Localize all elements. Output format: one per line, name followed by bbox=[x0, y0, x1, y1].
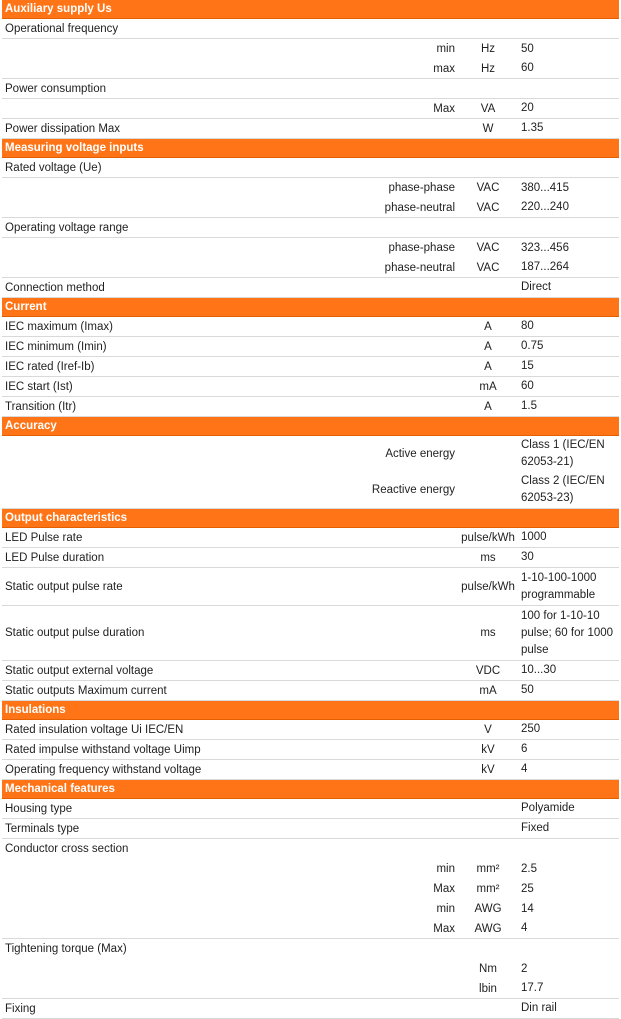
spec-value: 50 bbox=[521, 684, 534, 696]
spec-row bbox=[2, 548, 619, 568]
spec-row bbox=[2, 720, 619, 740]
spec-row bbox=[2, 178, 619, 198]
spec-unit: kV bbox=[481, 763, 495, 776]
spec-row bbox=[2, 661, 619, 681]
spec-label: Operating voltage range bbox=[5, 221, 129, 234]
spec-value: 220...240 bbox=[521, 201, 569, 213]
spec-value: Din rail bbox=[521, 1002, 557, 1014]
spec-value: 60 bbox=[521, 62, 534, 74]
spec-value: Class 2 (IEC/EN 62053-23) bbox=[521, 475, 605, 504]
spec-qualifier: phase-phase bbox=[388, 242, 455, 254]
spec-label: Terminals type bbox=[5, 822, 80, 835]
spec-row bbox=[2, 939, 619, 959]
spec-unit: AWG bbox=[474, 903, 502, 915]
spec-qualifier: phase-neutral bbox=[384, 261, 455, 274]
spec-unit: lbin bbox=[479, 982, 497, 995]
section-header: Measuring voltage inputs bbox=[2, 139, 619, 158]
spec-unit: mm² bbox=[476, 863, 500, 875]
spec-unit: ms bbox=[480, 627, 496, 639]
section-header: Output characteristics bbox=[2, 509, 619, 528]
spec-value: Fixed bbox=[521, 822, 550, 834]
spec-value: 1.5 bbox=[521, 400, 537, 412]
spec-unit: Hz bbox=[480, 62, 496, 75]
spec-row bbox=[2, 919, 619, 939]
spec-label: Static output pulse rate bbox=[5, 580, 123, 593]
spec-value: Class 1 (IEC/EN 62053-21) bbox=[521, 439, 605, 468]
spec-row bbox=[2, 377, 619, 397]
spec-label: Rated voltage (Ue) bbox=[5, 161, 102, 174]
spec-value: 1000 bbox=[521, 531, 547, 543]
spec-row bbox=[2, 999, 619, 1019]
spec-label: IEC maximum (Imax) bbox=[5, 320, 113, 333]
spec-value: Polyamide bbox=[521, 802, 575, 814]
spec-label: Static outputs Maximum current bbox=[5, 684, 167, 697]
spec-label: Operational frequency bbox=[5, 22, 119, 35]
spec-section bbox=[2, 780, 619, 1019]
spec-label: IEC rated (Iref-Ib) bbox=[5, 360, 95, 373]
spec-unit: Hz bbox=[480, 43, 496, 55]
spec-value: 14 bbox=[521, 902, 534, 915]
spec-row bbox=[2, 568, 619, 606]
spec-label: LED Pulse duration bbox=[5, 551, 105, 564]
spec-row bbox=[2, 158, 619, 178]
spec-value: 6 bbox=[521, 743, 528, 755]
spec-row bbox=[2, 79, 619, 99]
spec-row bbox=[2, 760, 619, 780]
spec-label: Conductor cross section bbox=[5, 843, 129, 855]
spec-value: Direct bbox=[521, 281, 552, 293]
spec-row bbox=[2, 436, 619, 472]
spec-value: 187...264 bbox=[521, 261, 569, 273]
spec-unit: AWG bbox=[474, 922, 502, 935]
spec-unit: VA bbox=[480, 102, 496, 115]
spec-label: Transition (Itr) bbox=[5, 400, 77, 413]
spec-value: 1-10-100-1000 programmable bbox=[521, 571, 597, 601]
spec-row bbox=[2, 59, 619, 79]
spec-row bbox=[2, 39, 619, 59]
spec-unit: pulse/kWh bbox=[461, 531, 515, 544]
spec-label: Tightening torque (Max) bbox=[5, 943, 127, 955]
spec-value: 2.5 bbox=[521, 862, 537, 875]
spec-label: Static output external voltage bbox=[5, 664, 154, 677]
spec-value: 323...456 bbox=[521, 241, 569, 254]
spec-value: 2 bbox=[521, 962, 528, 975]
spec-section bbox=[2, 0, 619, 139]
spec-unit: A bbox=[484, 400, 492, 413]
spec-section bbox=[2, 417, 619, 509]
spec-row bbox=[2, 337, 619, 357]
spec-row bbox=[2, 198, 619, 218]
spec-value: 100 for 1-10-10 pulse; 60 for 1000 pulse bbox=[521, 609, 614, 656]
spec-label: Static output pulse duration bbox=[5, 627, 145, 639]
spec-row bbox=[2, 979, 619, 999]
section-header: Auxiliary supply Us bbox=[2, 0, 619, 19]
spec-unit: A bbox=[484, 360, 492, 373]
spec-row bbox=[2, 218, 619, 238]
spec-qualifier: max bbox=[433, 62, 455, 75]
section-header: Mechanical features bbox=[2, 780, 619, 799]
spec-qualifier: Max bbox=[433, 922, 455, 935]
spec-value: 380...415 bbox=[521, 181, 569, 194]
spec-label: Power dissipation Max bbox=[5, 122, 121, 135]
spec-row bbox=[2, 397, 619, 417]
section-header: Insulations bbox=[2, 701, 619, 720]
spec-value: 1.35 bbox=[521, 122, 544, 134]
spec-unit: VAC bbox=[476, 261, 500, 274]
spec-row bbox=[2, 278, 619, 298]
spec-unit: mA bbox=[479, 380, 497, 393]
spec-label: LED Pulse rate bbox=[5, 531, 83, 544]
spec-row bbox=[2, 740, 619, 760]
spec-value: 15 bbox=[521, 360, 534, 372]
spec-row bbox=[2, 528, 619, 548]
spec-label: IEC start (Ist) bbox=[5, 380, 73, 393]
spec-label: Connection method bbox=[5, 281, 105, 294]
spec-qualifier: min bbox=[436, 43, 455, 55]
spec-unit: A bbox=[484, 320, 492, 333]
spec-value: 0.75 bbox=[521, 340, 544, 352]
section-header: Current bbox=[2, 298, 619, 317]
spec-section bbox=[2, 701, 619, 780]
spec-row bbox=[2, 472, 619, 509]
spec-row bbox=[2, 606, 619, 661]
spec-section bbox=[2, 509, 619, 701]
spec-value: 25 bbox=[521, 882, 534, 895]
spec-label: Power consumption bbox=[5, 82, 106, 95]
spec-qualifier: min bbox=[436, 903, 455, 915]
spec-unit: VAC bbox=[476, 242, 500, 254]
spec-row bbox=[2, 99, 619, 119]
spec-value: 10...30 bbox=[521, 664, 557, 676]
spec-value: 4 bbox=[521, 763, 528, 775]
spec-unit: Nm bbox=[479, 963, 497, 975]
spec-unit: mA bbox=[479, 684, 497, 697]
spec-label: Rated impulse withstand voltage Uimp bbox=[5, 743, 201, 756]
spec-label: Operating frequency withstand voltage bbox=[5, 763, 202, 776]
spec-qualifier: Max bbox=[433, 102, 455, 115]
spec-unit: V bbox=[484, 723, 492, 736]
spec-value: 50 bbox=[521, 42, 534, 55]
spec-row bbox=[2, 879, 619, 899]
spec-unit: W bbox=[482, 122, 494, 135]
section-header: Accuracy bbox=[2, 417, 619, 436]
spec-unit: VAC bbox=[476, 182, 500, 194]
spec-row bbox=[2, 899, 619, 919]
spec-unit: mm² bbox=[476, 883, 500, 895]
spec-unit: ms bbox=[480, 551, 496, 564]
spec-row bbox=[2, 19, 619, 39]
spec-row bbox=[2, 839, 619, 859]
spec-row bbox=[2, 357, 619, 377]
spec-row bbox=[2, 681, 619, 701]
spec-qualifier: phase-phase bbox=[388, 182, 455, 194]
spec-label: Housing type bbox=[5, 802, 73, 815]
spec-label: Fixing bbox=[5, 1002, 36, 1015]
spec-unit: pulse/kWh bbox=[461, 580, 515, 593]
spec-value: 60 bbox=[521, 380, 534, 392]
spec-row bbox=[2, 119, 619, 139]
spec-row bbox=[2, 819, 619, 839]
spec-label: IEC minimum (Imin) bbox=[5, 340, 107, 353]
spec-unit: VAC bbox=[476, 201, 500, 214]
spec-value: 80 bbox=[521, 320, 534, 332]
spec-qualifier: Max bbox=[433, 883, 455, 895]
spec-label: Rated insulation voltage Ui IEC/EN bbox=[5, 723, 184, 736]
spec-unit: kV bbox=[481, 743, 495, 756]
spec-row bbox=[2, 799, 619, 819]
spec-value: 250 bbox=[521, 723, 541, 735]
spec-value: 4 bbox=[521, 922, 528, 934]
spec-section bbox=[2, 298, 619, 417]
spec-value: 20 bbox=[521, 102, 534, 114]
spec-row bbox=[2, 238, 619, 258]
spec-qualifier: Active energy bbox=[385, 448, 455, 460]
spec-value: 17.7 bbox=[521, 982, 544, 994]
spec-sheet bbox=[2, 0, 619, 1019]
spec-qualifier: min bbox=[436, 863, 455, 875]
spec-row bbox=[2, 317, 619, 337]
spec-row bbox=[2, 959, 619, 979]
spec-section bbox=[2, 139, 619, 298]
spec-unit: A bbox=[484, 340, 492, 353]
spec-row bbox=[2, 859, 619, 879]
spec-value: 30 bbox=[521, 551, 534, 563]
spec-qualifier: phase-neutral bbox=[384, 201, 455, 214]
spec-qualifier: Reactive energy bbox=[371, 484, 455, 496]
spec-unit: VDC bbox=[475, 664, 501, 677]
spec-row bbox=[2, 258, 619, 278]
